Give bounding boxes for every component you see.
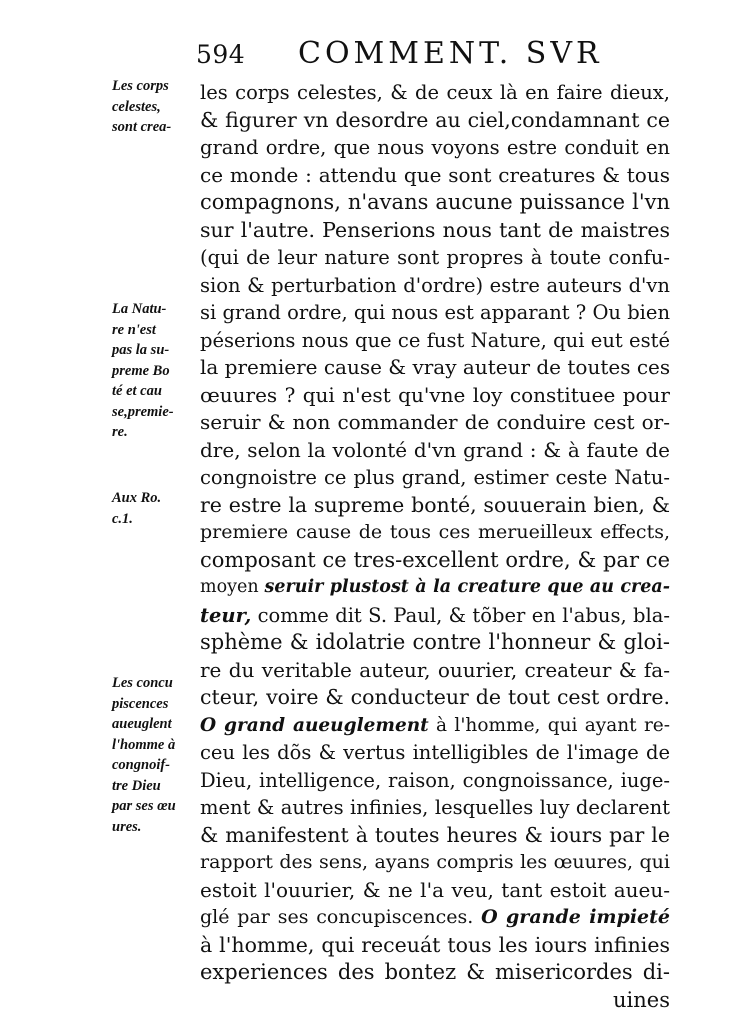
text-line [200,739,670,767]
text-segment: sphème & idolatrie contre l'honneur & gloi- [200,630,670,654]
text-line [200,849,670,877]
text-segment: experiences des bontez & misericordes di- [200,960,670,984]
text-segment: Dieu, intelligence, raison, congnoissance, iuge- [200,768,670,792]
text-segment: comme dit S. Paul, & tõber en l'abus, bla- [251,603,670,627]
margin-note-line: sont crea- [112,119,172,135]
text-segment: la premiere cause & vray auteur de toutes ces [200,355,671,379]
italic-segment: teur, [200,603,252,627]
text-segment: cteur, voire & conducteur de tout cest ordre. [200,685,670,709]
text-line [200,162,670,190]
margin-note-line: celestes, [112,98,161,115]
margin-note-line: c.1. [112,510,133,527]
text-line [200,657,670,685]
text-segment: ment & autres infinies, lesquelles luy declarent [200,796,670,819]
margin-note-line: re n'est [112,321,156,338]
text-line [200,794,670,822]
text-line [200,107,670,135]
text-segment: à l'homme, qui ayant re- [428,714,670,736]
text-segment: & manifestent à toutes heures & iours par le [200,822,670,847]
margin-note [112,299,198,443]
text-line [200,244,670,272]
text-segment: premiere cause de tous ces merueilleux effects, [200,521,670,543]
text-segment: estoit l'ouurier, & ne l'a veu, tant estoit aueu- [200,877,670,902]
margin-note-line: Les concu [112,675,173,691]
text-line [200,932,670,960]
text-line [200,822,670,850]
margin-note-line: tre Dieu [112,777,161,794]
text-line [200,629,670,657]
text-line [200,519,670,547]
italic-segment: O grand aueuglement [200,714,429,736]
margin-note-line: piscences [112,695,169,712]
text-segment: ceu les dõs & vertus intelligibles de l'image de [200,741,670,764]
text-line [200,602,670,630]
text-line [200,684,670,712]
margin-note [112,488,198,529]
margin-note-line: pas la su- [112,342,170,358]
text-segment: uines [613,987,670,1012]
body-text [200,79,670,1014]
text-segment: œuures ? qui n'est qu'vne loy constituee pour [200,382,670,407]
running-title: COMMENT. SVR [298,36,603,71]
text-segment: compagnons, n'avans aucune puissance l'vn [200,190,670,214]
text-segment: rapport des sens, ayans compris les œuures, qui [200,851,670,873]
text-line [200,327,670,355]
text-segment: si grand ordre, qui nous est apparant ? Ou bien [200,301,671,324]
text-segment: les corps celestes, & de ceux là en faire dieux, [200,81,670,104]
text-segment: (qui de leur nature sont propres à toute confu- [200,246,670,269]
text-segment: congnoistre ce plus grand, estimer ceste Natu- [200,466,670,489]
italic-segment: O grande impieté [481,906,670,928]
text-line [200,547,670,575]
margin-note-line: se,premie- [112,403,174,420]
margin-note-line: Aux Ro. [112,490,162,506]
text-segment: glé par ses concupiscences. [200,906,482,928]
margin-note-line: par ses œu [112,798,176,814]
text-line [200,767,670,795]
text-segment: composant ce tres-excellent ordre, & par ce [200,547,670,572]
text-segment: grand ordre, que nous voyons estre conduit en [200,136,670,159]
text-line [200,354,670,382]
text-line [200,272,670,300]
text-line [200,217,670,245]
text-segment: sion & perturbation d'ordre) estre auteurs d'vn [200,273,670,297]
margin-note [112,673,198,837]
margin-note-line: congnoif- [112,757,170,773]
margin-note-line: ures. [112,818,142,835]
margin-note [112,76,198,138]
text-segment: re estre la supreme bonté, souuerain bien, & [200,492,670,517]
text-line [200,877,670,905]
margin-note-line: l'homme à [112,736,176,753]
text-line [200,189,670,217]
text-line [200,382,670,410]
text-line [200,299,670,327]
margin-note-line: Les corps [112,78,169,94]
text-segment: sur l'autre. Penserions nous tant de maistres [200,217,670,242]
page-number: 594 [196,40,246,69]
text-line [200,904,670,932]
text-segment: péserions nous que ce fust Nature, qui eut esté [200,328,670,352]
text-segment: seruir & non commander de conduire cest or- [200,410,670,434]
margin-notes [112,76,198,856]
text-segment: ce monde : attendu que sont creatures & tous [200,162,670,187]
text-line [200,437,670,465]
text-segment: & figurer vn desordre au ciel,condamnant ce [200,107,670,132]
text-line [200,409,670,437]
text-line [200,79,670,107]
text-line [200,134,670,162]
text-line [200,464,670,492]
margin-note-line: aueuglent [112,716,172,732]
text-segment: dre, selon la volonté d'vn grand : & à faute de [200,437,670,462]
catchword-line [200,987,670,1015]
text-segment: à l'homme, qui receuát tous les iours infinies [200,932,670,957]
text-line [200,712,670,740]
text-segment: moyen [200,577,265,597]
text-line [200,574,670,602]
margin-note-line: té et cau [112,383,162,399]
margin-note-line: preme Bo [112,362,170,379]
text-line [200,959,670,987]
margin-note-line: La Natu- [112,301,167,317]
italic-segment: seruir plustost à la creature que au crea- [264,577,670,597]
margin-note-line: re. [112,424,128,440]
running-head [196,36,666,76]
text-segment: re du veritable auteur, ouurier, createur & fa- [200,657,670,682]
text-line [200,492,670,520]
